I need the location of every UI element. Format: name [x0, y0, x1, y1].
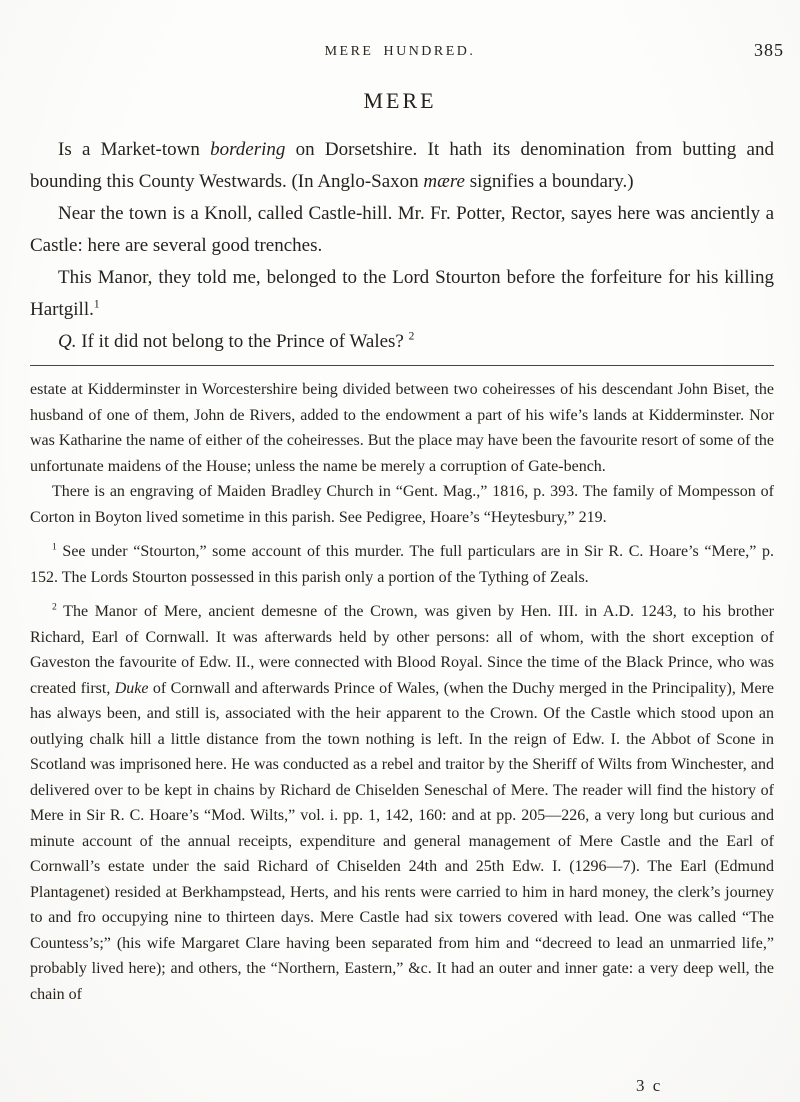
body-paragraph-3: This Manor, they told me, belonged to the Lord Stourton before the forfeiture for his killing Hartgill.$^1$	[30, 267, 774, 320]
footnote-engraving-note: There is an engraving of Maiden Bradley Church in “Gent. Mag.,” 1816, p. 393. The family of Mompesson of Corton in Boyton lived sometime in this parish. See Pedigree, Hoare’s “Heytesbury,” 219.	[30, 483, 774, 526]
footnote-2: $^2$ The Manor of Mere, ancient demesne of the Crown, was given by Hen. III. in A.D. 1243, to his brother Richard, Earl of Cornwall. It was afterwards held by other persons: all of whom, with the short exception of Gaveston the favourite of Edw. II., were connected with Blood Royal. Since the time of the Black Prince, who was created first, Duke of Cornwall and afterwards Prince of Wales, (when the Duchy merged in the Principality), Mere has always been, and still is, associated with the heir apparent to the Crown. Of the Castle which stood upon an outlying chalk hill a little distance from the town nothing is left. In the reign of Edw. I. the Abbot of Scone in Scotland was imprisoned here. He was conducted as a rebel and traitor by the Sheriff of Wilts from Winchester, and delivered over to be kept in chains by Richard de Chiselden Seneschal of Mere. The reader will find the history of Mere in Sir R. C. Hoare’s “Mod. Wilts,” vol. i. pp. 1, 142, 160: and at pp. 205—226, a very long but curious and minute account of the annual receipts, expenditure and general management of Mere Castle and the Earl of Cornwall’s estate under the said Richard of Chiselden 24th and 25th Edw. I. (1296—7). The Earl (Edmund Plantagenet) resided at Berkhampstead, Herts, and his rents were carried to him in hard money, the clerk’s journey to and fro occupying nine to thirteen days. Mere Castle had six towers covered with lead. One was called “The Countess’s;” (his wife Margaret Clare having been separated from him and “decreed to lead an unmarried life,” probably lived here); and others, the “Northern, Eastern,” &c. It had an outer and inner gate: a very deep well, the chain of	[30, 601, 775, 1003]
body-paragraph-2: Near the town is a Knoll, called Castle-hill. Mr. Fr. Potter, Rector, sayes here was anciently a Castle: here are several good trenches.	[30, 203, 774, 256]
section-title: MERE	[363, 88, 437, 113]
signature-mark: 3 c	[636, 1076, 663, 1095]
footnotes-section	[30, 377, 774, 1007]
footnote-1: $^1$ See under “Stourton,” some account of this murder. The full particulars are in Sir R. C. Hoare’s “Mere,” p. 152. The Lords Stourton possessed in this parish only a portion of the Tything of Zeals.	[30, 541, 774, 586]
body-paragraph-1: Is a Market-town bordering on Dorsetshire. It hath its denomination from butting and bounding this County Westwards. (In Anglo-Saxon mære signifies a boundary.)	[30, 139, 774, 192]
main-text	[30, 134, 774, 358]
page-number: 385	[754, 40, 784, 60]
footnote-continuation: estate at Kidderminster in Worcestershire being divided between two coheiresses of his descendant John Biset, the husband of one of them, John de Rivers, added to the endowment a part of his wife’s lands at Kidderminster. Nor was Katharine the name of either of the coheiresses. But the place may have been the favourite resort of some of the unfortunate maidens of the House; unless the name be merely a corruption of Gate-bench.	[30, 381, 774, 475]
running-head: MERE HUNDRED.	[324, 44, 476, 59]
page-header	[0, 0, 800, 62]
footnote-divider	[30, 365, 774, 366]
body-paragraph-4: Q. If it did not belong to the Prince of Wales? $^2$	[58, 330, 415, 352]
